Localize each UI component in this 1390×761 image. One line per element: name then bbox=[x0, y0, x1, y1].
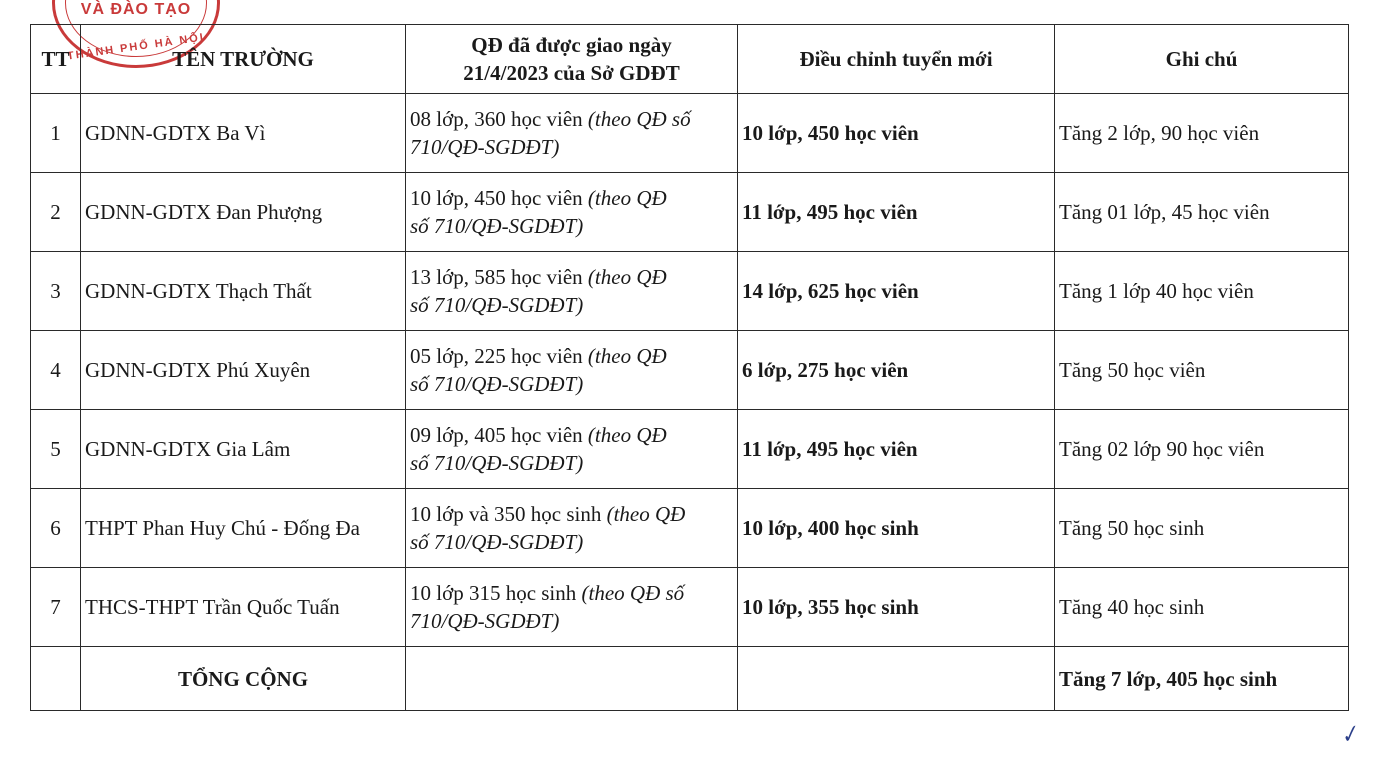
total-decision-cell bbox=[406, 647, 738, 711]
table-row bbox=[31, 331, 1349, 410]
row-school: GDNN-GDTX Ba Vì bbox=[81, 94, 406, 173]
row-note: Tăng 02 lớp 90 học viên bbox=[1055, 410, 1349, 489]
row-note: Tăng 50 học sinh bbox=[1055, 489, 1349, 568]
row-note: Tăng 50 học viên bbox=[1055, 331, 1349, 410]
row-tt: 7 bbox=[31, 568, 81, 647]
table-row bbox=[31, 173, 1349, 252]
total-row bbox=[31, 647, 1349, 711]
row-decision-text: 10 lớp 315 học sinh bbox=[410, 581, 577, 605]
row-note: Tăng 40 học sinh bbox=[1055, 568, 1349, 647]
row-decision-ref-2: 710/QĐ-SGDĐT) bbox=[410, 135, 560, 159]
row-tt: 2 bbox=[31, 173, 81, 252]
enrollment-table bbox=[30, 24, 1349, 711]
row-decision bbox=[406, 94, 738, 173]
row-decision bbox=[406, 331, 738, 410]
table-row bbox=[31, 489, 1349, 568]
total-adjust-cell bbox=[738, 647, 1055, 711]
row-adjust: 6 lớp, 275 học viên bbox=[738, 331, 1055, 410]
row-school: GDNN-GDTX Phú Xuyên bbox=[81, 331, 406, 410]
row-school: GDNN-GDTX Đan Phượng bbox=[81, 173, 406, 252]
row-decision-text: 10 lớp, 450 học viên bbox=[410, 186, 583, 210]
total-tt-cell bbox=[31, 647, 81, 711]
row-decision-text: 10 lớp và 350 học sinh bbox=[410, 502, 602, 526]
table-row bbox=[31, 568, 1349, 647]
row-decision-ref-2: số 710/QĐ-SGDĐT) bbox=[410, 214, 584, 238]
row-decision bbox=[406, 568, 738, 647]
stamp-bottom-text: THÀNH PHỐ HÀ NỘI bbox=[66, 31, 206, 63]
header-school: TÊN TRƯỜNG bbox=[81, 25, 406, 94]
signature-mark: ✓ bbox=[1336, 719, 1362, 750]
row-adjust: 10 lớp, 400 học sinh bbox=[738, 489, 1055, 568]
row-decision-ref-2: 710/QĐ-SGDĐT) bbox=[410, 609, 560, 633]
header-decision-line1: QĐ đã được giao ngày bbox=[471, 33, 672, 57]
row-decision bbox=[406, 489, 738, 568]
header-decision bbox=[406, 25, 738, 94]
table-row bbox=[31, 252, 1349, 331]
row-decision bbox=[406, 410, 738, 489]
row-adjust: 11 lớp, 495 học viên bbox=[738, 410, 1055, 489]
header-note: Ghi chú bbox=[1055, 25, 1349, 94]
row-decision-ref-1: (theo QĐ bbox=[587, 265, 667, 289]
header-decision-line2: 21/4/2023 của Sở GDĐT bbox=[463, 61, 680, 85]
table-header-row bbox=[31, 25, 1349, 94]
row-tt: 6 bbox=[31, 489, 81, 568]
row-adjust: 10 lớp, 355 học sinh bbox=[738, 568, 1055, 647]
stamp-top-text: VÀ ĐÀO TẠO bbox=[80, 1, 192, 18]
row-decision bbox=[406, 173, 738, 252]
row-tt: 4 bbox=[31, 331, 81, 410]
row-adjust: 10 lớp, 450 học viên bbox=[738, 94, 1055, 173]
header-tt: TT bbox=[31, 25, 81, 94]
row-decision-text: 05 lớp, 225 học viên bbox=[410, 344, 583, 368]
row-note: Tăng 01 lớp, 45 học viên bbox=[1055, 173, 1349, 252]
total-label: TỔNG CỘNG bbox=[81, 647, 406, 711]
row-decision-ref-1: (theo QĐ bbox=[587, 344, 667, 368]
header-adjust: Điều chỉnh tuyển mới bbox=[738, 25, 1055, 94]
row-decision-text: 13 lớp, 585 học viên bbox=[410, 265, 583, 289]
row-tt: 1 bbox=[31, 94, 81, 173]
row-decision-ref-1: (theo QĐ số bbox=[581, 581, 685, 605]
row-decision-ref-1: (theo QĐ bbox=[587, 423, 667, 447]
row-note: Tăng 2 lớp, 90 học viên bbox=[1055, 94, 1349, 173]
row-school: GDNN-GDTX Gia Lâm bbox=[81, 410, 406, 489]
row-decision-ref-1: (theo QĐ số bbox=[587, 107, 691, 131]
row-school: THCS-THPT Trần Quốc Tuấn bbox=[81, 568, 406, 647]
row-decision-ref-2: số 710/QĐ-SGDĐT) bbox=[410, 530, 584, 554]
row-decision-ref-1: (theo QĐ bbox=[587, 186, 667, 210]
row-decision-ref-2: số 710/QĐ-SGDĐT) bbox=[410, 293, 584, 317]
row-adjust: 14 lớp, 625 học viên bbox=[738, 252, 1055, 331]
row-decision-ref-1: (theo QĐ bbox=[606, 502, 686, 526]
row-decision-ref-2: số 710/QĐ-SGDĐT) bbox=[410, 372, 584, 396]
row-tt: 5 bbox=[31, 410, 81, 489]
table-row bbox=[31, 410, 1349, 489]
table-row bbox=[31, 94, 1349, 173]
row-decision-text: 08 lớp, 360 học viên bbox=[410, 107, 583, 131]
row-decision-ref-2: số 710/QĐ-SGDĐT) bbox=[410, 451, 584, 475]
row-decision-text: 09 lớp, 405 học viên bbox=[410, 423, 583, 447]
row-school: THPT Phan Huy Chú - Đống Đa bbox=[81, 489, 406, 568]
row-school: GDNN-GDTX Thạch Thất bbox=[81, 252, 406, 331]
total-note: Tăng 7 lớp, 405 học sinh bbox=[1055, 647, 1349, 711]
row-note: Tăng 1 lớp 40 học viên bbox=[1055, 252, 1349, 331]
row-adjust: 11 lớp, 495 học viên bbox=[738, 173, 1055, 252]
row-decision bbox=[406, 252, 738, 331]
row-tt: 3 bbox=[31, 252, 81, 331]
